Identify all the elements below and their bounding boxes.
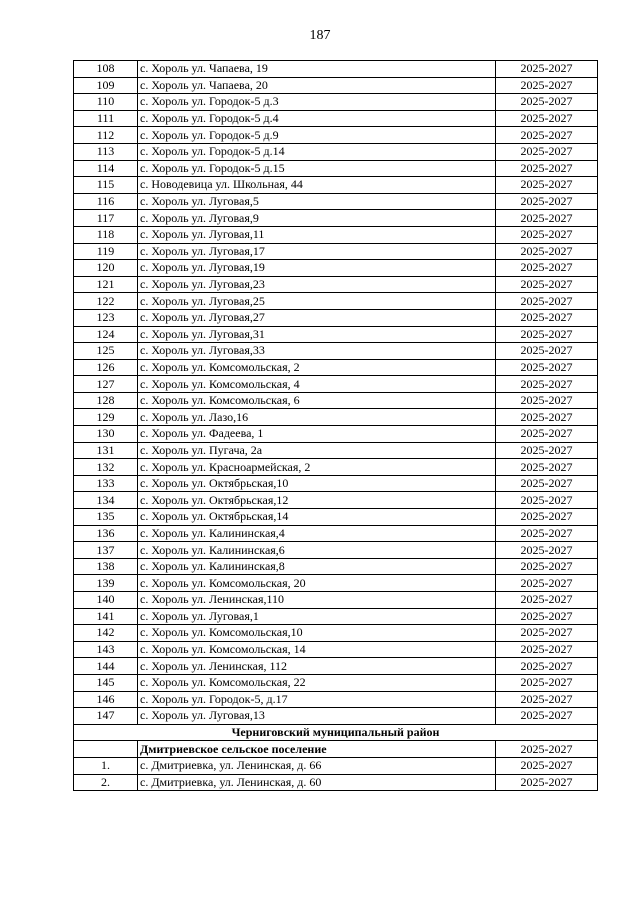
table-row	[74, 143, 598, 160]
table-row	[74, 426, 598, 443]
row-address: с. Хороль ул. Луговая,5	[138, 193, 496, 210]
row-address: с. Хороль ул. Городок-5 д.15	[138, 160, 496, 177]
row-number: 128	[74, 392, 138, 409]
row-address: с. Хороль ул. Луговая,19	[138, 260, 496, 277]
table-body-section-rows	[74, 757, 598, 790]
row-number: 135	[74, 509, 138, 526]
row-period: 2025-2027	[496, 61, 598, 78]
row-period: 2025-2027	[496, 426, 598, 443]
row-address: с. Хороль ул. Луговая,1	[138, 608, 496, 625]
row-period: 2025-2027	[496, 94, 598, 111]
row-address: с. Хороль ул. Луговая,13	[138, 708, 496, 725]
row-number: 120	[74, 260, 138, 277]
row-number: 121	[74, 276, 138, 293]
row-address: с. Хороль ул. Калининская,4	[138, 525, 496, 542]
row-number: 136	[74, 525, 138, 542]
row-period: 2025-2027	[496, 276, 598, 293]
row-number: 118	[74, 226, 138, 243]
table-row	[74, 94, 598, 111]
table-row	[74, 160, 598, 177]
row-period: 2025-2027	[496, 210, 598, 227]
row-period: 2025-2027	[496, 177, 598, 194]
table-row	[74, 558, 598, 575]
row-address: с. Хороль ул. Городок-5 д.14	[138, 143, 496, 160]
row-number: 133	[74, 475, 138, 492]
row-address: с. Новодевица ул. Школьная, 44	[138, 177, 496, 194]
row-number: 145	[74, 674, 138, 691]
row-number: 127	[74, 376, 138, 393]
table-row	[74, 392, 598, 409]
row-period: 2025-2027	[496, 592, 598, 609]
table-row	[74, 376, 598, 393]
subsection-period: 2025-2027	[496, 741, 598, 758]
row-period: 2025-2027	[496, 226, 598, 243]
subsection-row	[74, 741, 598, 758]
table-row	[74, 226, 598, 243]
row-period: 2025-2027	[496, 143, 598, 160]
table-row	[74, 127, 598, 144]
row-period: 2025-2027	[496, 309, 598, 326]
row-period: 2025-2027	[496, 674, 598, 691]
row-address: с. Хороль ул. Луговая,23	[138, 276, 496, 293]
row-number: 132	[74, 459, 138, 476]
row-period: 2025-2027	[496, 509, 598, 526]
table-row	[74, 359, 598, 376]
row-period: 2025-2027	[496, 475, 598, 492]
row-address: с. Хороль ул. Чапаева, 19	[138, 61, 496, 78]
row-period: 2025-2027	[496, 193, 598, 210]
row-period: 2025-2027	[496, 326, 598, 343]
row-period: 2025-2027	[496, 343, 598, 360]
row-address: с. Хороль ул. Комсомольская, 6	[138, 392, 496, 409]
row-address: с. Хороль ул. Комсомольская, 22	[138, 674, 496, 691]
table-row	[74, 757, 598, 774]
row-address: с. Хороль ул. Городок-5 д.9	[138, 127, 496, 144]
row-number: 110	[74, 94, 138, 111]
row-number: 141	[74, 608, 138, 625]
row-number: 131	[74, 442, 138, 459]
row-number: 143	[74, 641, 138, 658]
row-period: 2025-2027	[496, 442, 598, 459]
row-address: с. Хороль ул. Комсомольская, 4	[138, 376, 496, 393]
table-row	[74, 475, 598, 492]
row-address: с. Дмитриевка, ул. Ленинская, д. 66	[138, 757, 496, 774]
row-number: 117	[74, 210, 138, 227]
table-body-section	[74, 724, 598, 757]
row-period: 2025-2027	[496, 293, 598, 310]
row-address: с. Хороль ул. Комсомольская,10	[138, 625, 496, 642]
row-number: 122	[74, 293, 138, 310]
table-row	[74, 674, 598, 691]
table-row	[74, 575, 598, 592]
table-row	[74, 193, 598, 210]
row-number: 139	[74, 575, 138, 592]
table-row	[74, 459, 598, 476]
row-period: 2025-2027	[496, 608, 598, 625]
row-number: 147	[74, 708, 138, 725]
row-address: с. Хороль ул. Луговая,33	[138, 343, 496, 360]
table-row	[74, 110, 598, 127]
row-address: с. Хороль ул. Октябрьская,12	[138, 492, 496, 509]
row-period: 2025-2027	[496, 641, 598, 658]
table-row	[74, 625, 598, 642]
row-address: с. Хороль ул. Красноармейская, 2	[138, 459, 496, 476]
table-row	[74, 608, 598, 625]
section-title: Черниговский муниципальный район	[74, 724, 598, 741]
row-address: с. Хороль ул. Луговая,27	[138, 309, 496, 326]
table-row	[74, 243, 598, 260]
row-period: 2025-2027	[496, 774, 598, 791]
row-period: 2025-2027	[496, 625, 598, 642]
table-body-rows	[74, 61, 598, 725]
row-address: с. Хороль ул. Ленинская,110	[138, 592, 496, 609]
row-number: 134	[74, 492, 138, 509]
row-address: с. Хороль ул. Фадеева, 1	[138, 426, 496, 443]
row-period: 2025-2027	[496, 376, 598, 393]
row-period: 2025-2027	[496, 160, 598, 177]
row-period: 2025-2027	[496, 558, 598, 575]
row-period: 2025-2027	[496, 392, 598, 409]
row-number: 115	[74, 177, 138, 194]
row-number: 130	[74, 426, 138, 443]
table-row	[74, 77, 598, 94]
table-row	[74, 293, 598, 310]
row-number: 109	[74, 77, 138, 94]
row-number: 119	[74, 243, 138, 260]
row-address: с. Хороль ул. Городок-5 д.3	[138, 94, 496, 111]
row-period: 2025-2027	[496, 542, 598, 559]
row-number: 113	[74, 143, 138, 160]
row-address: с. Хороль ул. Луговая,11	[138, 226, 496, 243]
table-row	[74, 343, 598, 360]
row-period: 2025-2027	[496, 708, 598, 725]
row-address: с. Хороль ул. Комсомольская, 2	[138, 359, 496, 376]
table-row	[74, 442, 598, 459]
row-address: с. Хороль ул. Лазо,16	[138, 409, 496, 426]
table-row	[74, 177, 598, 194]
row-address: с. Хороль ул. Октябрьская,10	[138, 475, 496, 492]
row-number: 114	[74, 160, 138, 177]
row-number: 124	[74, 326, 138, 343]
row-number: 129	[74, 409, 138, 426]
row-address: с. Хороль ул. Луговая,9	[138, 210, 496, 227]
row-address: с. Хороль ул. Октябрьская,14	[138, 509, 496, 526]
table-row	[74, 525, 598, 542]
page-number: 187	[309, 28, 331, 43]
table-row	[74, 210, 598, 227]
row-address: с. Дмитриевка, ул. Ленинская, д. 60	[138, 774, 496, 791]
row-period: 2025-2027	[496, 658, 598, 675]
row-number: 138	[74, 558, 138, 575]
table-row	[74, 691, 598, 708]
table-row	[74, 592, 598, 609]
row-number: 2.	[74, 774, 138, 791]
row-number: 116	[74, 193, 138, 210]
row-period: 2025-2027	[496, 691, 598, 708]
table-row	[74, 492, 598, 509]
table-row	[74, 774, 598, 791]
row-address: с. Хороль ул. Ленинская, 112	[138, 658, 496, 675]
table-row	[74, 260, 598, 277]
row-address: с. Хороль ул. Городок-5 д.4	[138, 110, 496, 127]
table-row	[74, 309, 598, 326]
housing-register-table	[73, 60, 598, 791]
row-number: 126	[74, 359, 138, 376]
row-period: 2025-2027	[496, 409, 598, 426]
row-number: 111	[74, 110, 138, 127]
table-row	[74, 542, 598, 559]
row-period: 2025-2027	[496, 492, 598, 509]
row-address: с. Хороль ул. Луговая,17	[138, 243, 496, 260]
row-period: 2025-2027	[496, 243, 598, 260]
row-number: 108	[74, 61, 138, 78]
subsection-title: Дмитриевское сельское поселение	[138, 741, 496, 758]
row-address: с. Хороль ул. Калининская,6	[138, 542, 496, 559]
section-header-row	[74, 724, 598, 741]
row-period: 2025-2027	[496, 127, 598, 144]
row-address: с. Хороль ул. Калининская,8	[138, 558, 496, 575]
subsection-num-cell	[74, 741, 138, 758]
table-row	[74, 326, 598, 343]
row-number: 125	[74, 343, 138, 360]
table-row	[74, 658, 598, 675]
row-number: 112	[74, 127, 138, 144]
row-address: с. Хороль ул. Луговая,25	[138, 293, 496, 310]
row-period: 2025-2027	[496, 757, 598, 774]
row-address: с. Хороль ул. Комсомольская, 14	[138, 641, 496, 658]
row-number: 142	[74, 625, 138, 642]
row-number: 140	[74, 592, 138, 609]
table-row	[74, 61, 598, 78]
table-row	[74, 276, 598, 293]
row-period: 2025-2027	[496, 110, 598, 127]
table-row	[74, 509, 598, 526]
row-number: 123	[74, 309, 138, 326]
row-period: 2025-2027	[496, 525, 598, 542]
row-period: 2025-2027	[496, 359, 598, 376]
row-address: с. Хороль ул. Пугача, 2а	[138, 442, 496, 459]
row-number: 137	[74, 542, 138, 559]
row-period: 2025-2027	[496, 459, 598, 476]
row-period: 2025-2027	[496, 77, 598, 94]
table-row	[74, 641, 598, 658]
row-period: 2025-2027	[496, 575, 598, 592]
table-row	[74, 708, 598, 725]
row-number: 1.	[74, 757, 138, 774]
row-address: с. Хороль ул. Луговая,31	[138, 326, 496, 343]
row-address: с. Хороль ул. Чапаева, 20	[138, 77, 496, 94]
row-number: 146	[74, 691, 138, 708]
table-row	[74, 409, 598, 426]
row-address: с. Хороль ул. Городок-5, д.17	[138, 691, 496, 708]
row-period: 2025-2027	[496, 260, 598, 277]
row-number: 144	[74, 658, 138, 675]
row-address: с. Хороль ул. Комсомольская, 20	[138, 575, 496, 592]
